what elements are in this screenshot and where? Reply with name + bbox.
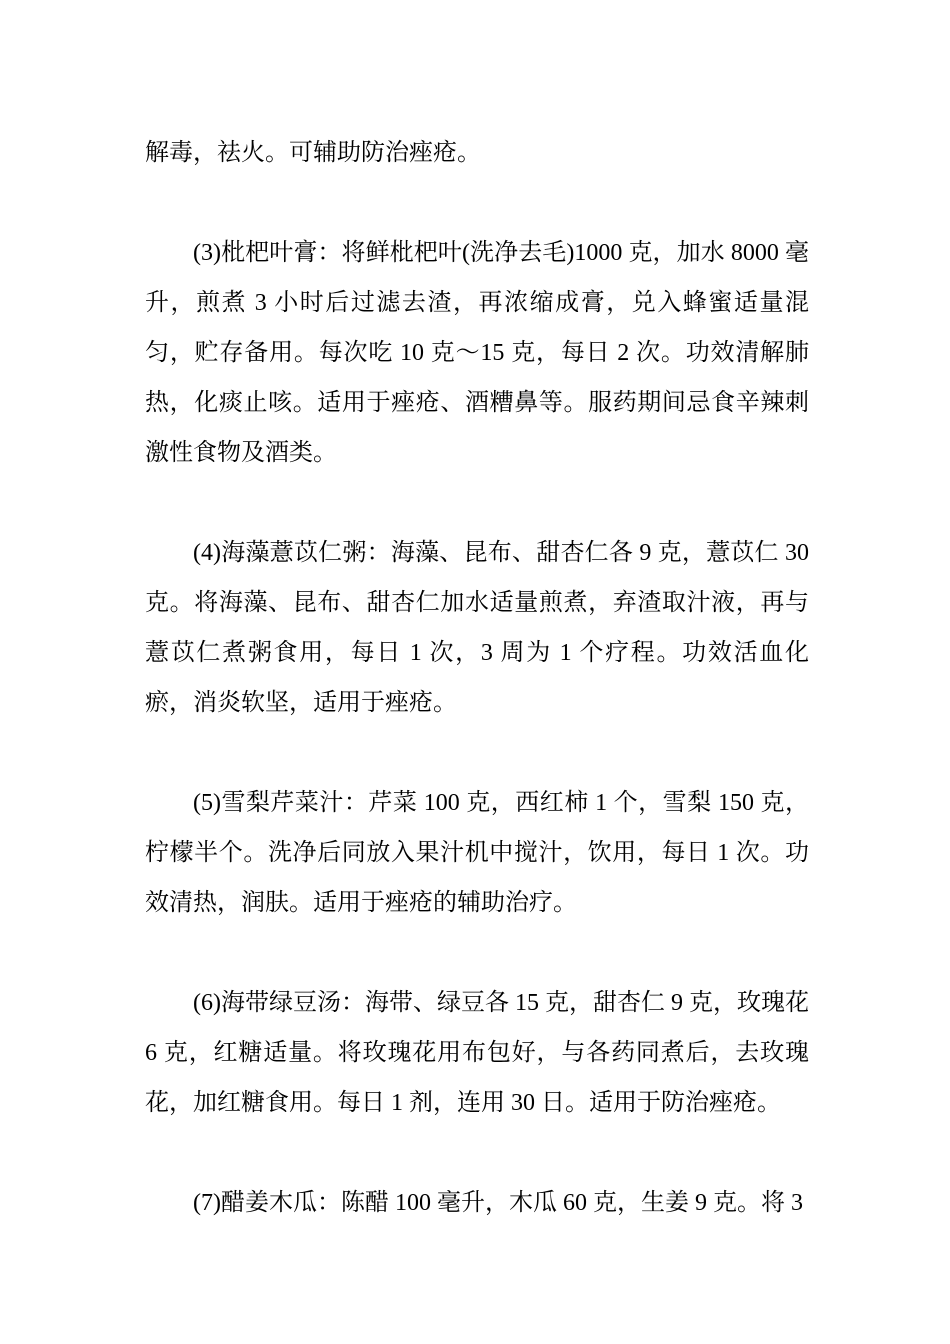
paragraph-spacer	[145, 928, 809, 978]
paragraph-vinegar-ginger-papaya: (7)醋姜木瓜：陈醋 100 毫升，木瓜 60 克，生姜 9 克。将 3	[193, 1190, 803, 1216]
paragraph-continuation: 解毒，祛火。可辅助防治痤疮。	[145, 140, 481, 166]
paragraph-spacer	[145, 1128, 809, 1178]
paragraph-spacer	[145, 478, 809, 528]
paragraph-kelp-mungbean-soup: (6)海带绿豆汤：海带、绿豆各 15 克，甜杏仁 9 克，玫瑰花 6 克，红糖适量。将玫瑰花用布包好，与各药同煮后，去玫瑰花，加红糖食用。每日 1 剂，连用 30 日。适用于防治痤疮。	[145, 990, 809, 1116]
paragraph-spacer	[145, 178, 809, 228]
paragraph-pear-celery-juice: (5)雪梨芹菜汁：芹菜 100 克，西红柿 1 个，雪梨 150 克，柠檬半个。洗净后同放入果汁机中搅汁，饮用，每日 1 次。功效清热，润肤。适用于痤疮的辅助治疗。	[145, 790, 809, 916]
paragraph-loquat-leaf-paste: (3)枇杷叶膏：将鲜枇杷叶(洗净去毛)1000 克，加水 8000 毫升，煎煮 3 小时后过滤去渣，再浓缩成膏，兑入蜂蜜适量混匀，贮存备用。每次吃 10 克～15 克，每日 2 次。功效清解肺热，化痰止咳。适用于痤疮、酒糟鼻等。服药期间忌食辛辣刺激性食物及酒类。	[145, 240, 809, 466]
paragraph-seaweed-coix-porridge: (4)海藻薏苡仁粥：海藻、昆布、甜杏仁各 9 克，薏苡仁 30 克。将海藻、昆布、甜杏仁加水适量煎煮，弃渣取汁液，再与薏苡仁煮粥食用，每日 1 次，3 周为 1 个疗程。功效活血化瘀，消炎软坚，适用于痤疮。	[145, 540, 809, 716]
document-body	[145, 128, 809, 1228]
paragraph-spacer	[145, 728, 809, 778]
